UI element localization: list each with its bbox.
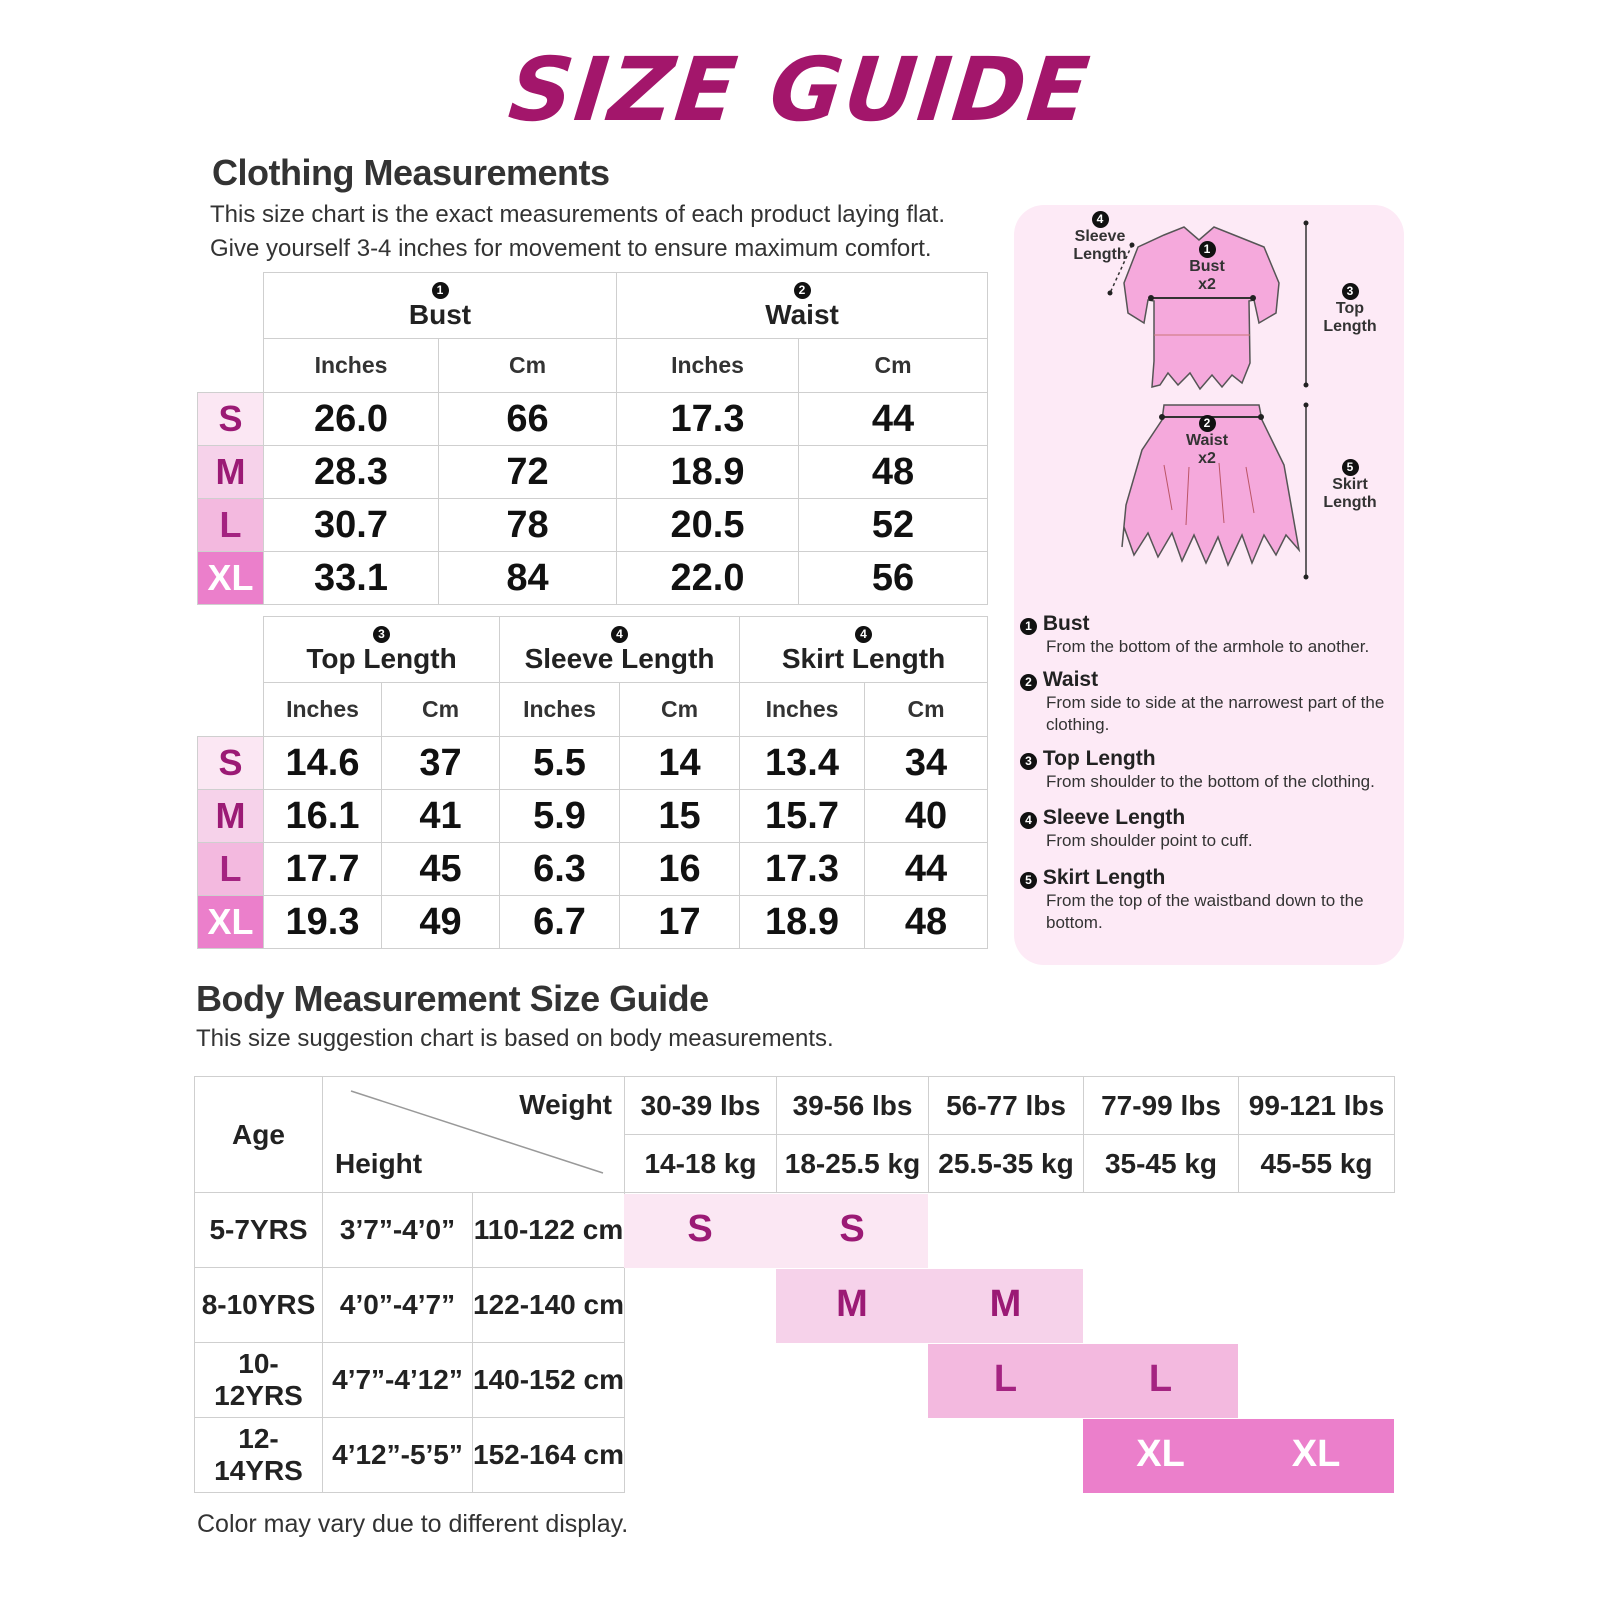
measurement-cell: 6.3 xyxy=(500,843,620,896)
unit-header: Cm xyxy=(865,683,988,737)
size-band-label: XL xyxy=(1291,1433,1341,1475)
unit-header: Inches xyxy=(264,683,382,737)
size-band-label: L xyxy=(1148,1358,1173,1400)
measurement-cell: 48 xyxy=(799,446,988,499)
unit-header: Inches xyxy=(500,683,620,737)
legend-bust-title: Bust xyxy=(1042,612,1090,635)
legend-top-length-icon: 3 xyxy=(1020,753,1037,770)
waist-header xyxy=(617,273,988,339)
measurement-cell: 66 xyxy=(439,393,617,446)
legend-bust-icon: 1 xyxy=(1020,618,1037,635)
body-age-cell: 12-14YRS xyxy=(195,1418,323,1493)
sleeve-number-icon: 4 xyxy=(1092,211,1109,228)
size-band-label: XL xyxy=(1136,1433,1185,1475)
skirt-label-text: Skirt Length xyxy=(1323,476,1377,511)
skirt-diagram-number-icon: 5 xyxy=(1342,459,1359,476)
sleeve-length-header xyxy=(500,617,740,683)
measurement-cell: 14 xyxy=(620,737,740,790)
measurement-cell: 14.6 xyxy=(264,737,382,790)
measurement-cell: 17.3 xyxy=(740,843,865,896)
height-header-label: Height xyxy=(335,1148,423,1179)
body-height-cm-cell: 140-152 cm xyxy=(473,1343,625,1418)
unit-header: Inches xyxy=(617,339,799,393)
unit-header: Inches xyxy=(264,339,439,393)
measurement-cell: 13.4 xyxy=(740,737,865,790)
clothing-subtitle-2: Give yourself 3-4 inches for movement to ensure maximum comfort. xyxy=(210,235,932,262)
waist-number-icon: 2 xyxy=(794,282,811,299)
legend-skirt-length-title: Skirt Length xyxy=(1042,866,1166,889)
weight-kg-cell: 35-45 kg xyxy=(1084,1135,1239,1193)
sleeve-length-number-icon: 4 xyxy=(611,626,628,643)
table-row xyxy=(198,790,988,843)
weight-lbs-cell: 39-56 lbs xyxy=(777,1077,929,1135)
legend-skirt-length xyxy=(1020,866,1400,934)
measurement-cell: 5.9 xyxy=(500,790,620,843)
measurement-cell: 19.3 xyxy=(264,896,382,949)
waist-label-text: Waist xyxy=(1185,432,1229,449)
diagram-bust-label xyxy=(1172,240,1242,294)
size-band-label: S xyxy=(839,1208,865,1250)
diagram-skirt-label xyxy=(1310,458,1390,512)
skirt-length-header xyxy=(740,617,988,683)
weight-lbs-cell: 99-121 lbs xyxy=(1239,1077,1395,1135)
bust-waist-table xyxy=(197,272,988,605)
measurement-cell: 45 xyxy=(382,843,500,896)
bust-header-label: Bust xyxy=(408,298,472,330)
sleeve-length-header-label: Sleeve Length xyxy=(524,642,715,674)
measurement-cell: 16 xyxy=(620,843,740,896)
waist-header-label: Waist xyxy=(765,298,839,330)
top-length-header xyxy=(264,617,500,683)
measurement-cell: 16.1 xyxy=(264,790,382,843)
legend-waist-desc: From side to side at the narrowest part of the clothing. xyxy=(1046,693,1385,734)
measurement-cell: 40 xyxy=(865,790,988,843)
waist-diagram-number-icon: 2 xyxy=(1199,415,1216,432)
table-row xyxy=(198,737,988,790)
skirt-length-header-label: Skirt Length xyxy=(781,642,946,674)
weight-height-header xyxy=(323,1077,625,1193)
size-label: M xyxy=(198,446,264,499)
measurement-cell: 78 xyxy=(439,499,617,552)
weight-kg-cell: 45-55 kg xyxy=(1239,1135,1395,1193)
legend-skirt-length-desc: From the top of the waistband down to the bottom. xyxy=(1046,891,1364,932)
measurement-cell: 41 xyxy=(382,790,500,843)
size-label: L xyxy=(198,499,264,552)
unit-header: Cm xyxy=(799,339,988,393)
legend-waist-title: Waist xyxy=(1042,668,1099,691)
size-label: S xyxy=(198,393,264,446)
measurement-cell: 18.9 xyxy=(617,446,799,499)
measurement-cell: 20.5 xyxy=(617,499,799,552)
body-age-cell: 10-12YRS xyxy=(195,1343,323,1418)
corner-blank xyxy=(198,617,264,683)
measurement-cell: 6.7 xyxy=(500,896,620,949)
bust-label-text: Bust xyxy=(1189,258,1225,275)
table-row xyxy=(195,1268,625,1343)
corner-blank xyxy=(198,683,264,737)
table-row xyxy=(198,446,988,499)
top-length-header-label: Top Length xyxy=(306,642,457,674)
top-length-number-icon: 3 xyxy=(373,626,390,643)
measurement-cell: 56 xyxy=(799,552,988,605)
weight-kg-cell: 18-25.5 kg xyxy=(777,1135,929,1193)
size-label: M xyxy=(198,790,264,843)
size-label: XL xyxy=(198,552,264,605)
size-band-label: S xyxy=(687,1208,713,1250)
table-row xyxy=(198,896,988,949)
legend-top-length xyxy=(1020,747,1400,793)
measurement-cell: 44 xyxy=(865,843,988,896)
measurement-cell: 17.7 xyxy=(264,843,382,896)
table-row xyxy=(195,1343,625,1418)
unit-header: Cm xyxy=(439,339,617,393)
measurement-cell: 15.7 xyxy=(740,790,865,843)
size-band-xl xyxy=(1083,1419,1394,1493)
body-age-height-table xyxy=(194,1076,625,1493)
legend-sleeve-length-desc: From shoulder point to cuff. xyxy=(1046,831,1253,850)
bust-multiplier: x2 xyxy=(1198,276,1216,293)
sleeve-label-text: Sleeve Length xyxy=(1073,228,1127,263)
body-height-ft-cell: 3’7”-4’0” xyxy=(323,1193,473,1268)
measurement-cell: 17.3 xyxy=(617,393,799,446)
measurement-cell: 72 xyxy=(439,446,617,499)
table-row xyxy=(198,843,988,896)
bust-header xyxy=(264,273,617,339)
top-diagram-number-icon: 3 xyxy=(1342,283,1359,300)
body-age-cell: 5-7YRS xyxy=(195,1193,323,1268)
weight-header-label: Weight xyxy=(519,1089,612,1120)
weight-kg-cell: 25.5-35 kg xyxy=(929,1135,1084,1193)
measurement-cell: 18.9 xyxy=(740,896,865,949)
size-band-label: L xyxy=(993,1358,1018,1400)
table-row xyxy=(195,1418,625,1493)
diagram-waist-label xyxy=(1172,414,1242,468)
body-height-ft-cell: 4’12”-5’5” xyxy=(323,1418,473,1493)
corner-blank xyxy=(198,273,264,339)
legend-waist-icon: 2 xyxy=(1020,674,1037,691)
size-band-label: M xyxy=(989,1283,1022,1325)
weight-lbs-cell: 56-77 lbs xyxy=(929,1077,1084,1135)
body-age-cell: 8-10YRS xyxy=(195,1268,323,1343)
weight-header-table xyxy=(624,1076,1395,1193)
body-height-cm-cell: 122-140 cm xyxy=(473,1268,625,1343)
measurement-cell: 48 xyxy=(865,896,988,949)
table-row xyxy=(198,552,988,605)
size-label: XL xyxy=(198,896,264,949)
skirt-length-number-icon: 4 xyxy=(855,626,872,643)
page-title: SIZE GUIDE xyxy=(504,38,1096,141)
legend-skirt-length-icon: 5 xyxy=(1020,872,1037,889)
legend-top-length-title: Top Length xyxy=(1042,747,1156,770)
measurement-cell: 5.5 xyxy=(500,737,620,790)
weight-kg-cell: 14-18 kg xyxy=(625,1135,777,1193)
size-band-s xyxy=(624,1194,928,1268)
weight-lbs-cell: 30-39 lbs xyxy=(625,1077,777,1135)
age-header: Age xyxy=(195,1077,323,1193)
body-subtitle: This size suggestion chart is based on body measurements. xyxy=(196,1025,834,1052)
legend-sleeve-length xyxy=(1020,806,1400,852)
top-label-text: Top Length xyxy=(1323,300,1377,335)
table-row xyxy=(195,1193,625,1268)
body-height-cm-cell: 110-122 cm xyxy=(473,1193,625,1268)
measurement-cell: 52 xyxy=(799,499,988,552)
body-heading: Body Measurement Size Guide xyxy=(196,978,709,1019)
waist-multiplier: x2 xyxy=(1198,450,1216,467)
measurement-cell: 15 xyxy=(620,790,740,843)
measurement-cell: 34 xyxy=(865,737,988,790)
size-band-l xyxy=(928,1344,1238,1418)
clothing-heading: Clothing Measurements xyxy=(212,152,610,193)
size-band-m xyxy=(776,1269,1083,1343)
body-height-cm-cell: 152-164 cm xyxy=(473,1418,625,1493)
color-note: Color may vary due to different display. xyxy=(197,1510,629,1538)
bust-number-icon: 1 xyxy=(432,282,449,299)
legend-bust xyxy=(1020,612,1400,658)
measurement-cell: 26.0 xyxy=(264,393,439,446)
bust-diagram-number-icon: 1 xyxy=(1199,241,1216,258)
corner-blank xyxy=(198,339,264,393)
size-label: L xyxy=(198,843,264,896)
legend-top-length-desc: From shoulder to the bottom of the clothing. xyxy=(1046,772,1375,791)
unit-header: Cm xyxy=(382,683,500,737)
measurement-cell: 44 xyxy=(799,393,988,446)
size-band-label: M xyxy=(836,1283,868,1325)
measurement-cell: 30.7 xyxy=(264,499,439,552)
legend-bust-desc: From the bottom of the armhole to another. xyxy=(1046,637,1370,656)
legend-sleeve-length-icon: 4 xyxy=(1020,812,1037,829)
measurement-cell: 28.3 xyxy=(264,446,439,499)
measurement-cell: 17 xyxy=(620,896,740,949)
table-row xyxy=(198,499,988,552)
legend-waist xyxy=(1020,668,1400,736)
diagram-sleeve-label xyxy=(1050,210,1150,264)
measurement-cell: 49 xyxy=(382,896,500,949)
length-table xyxy=(197,616,988,949)
measurement-cell: 22.0 xyxy=(617,552,799,605)
table-row xyxy=(198,393,988,446)
body-height-ft-cell: 4’7”-4’12” xyxy=(323,1343,473,1418)
unit-header: Inches xyxy=(740,683,865,737)
diagram-top-label xyxy=(1310,282,1390,336)
measurement-cell: 33.1 xyxy=(264,552,439,605)
body-height-ft-cell: 4’0”-4’7” xyxy=(323,1268,473,1343)
legend-sleeve-length-title: Sleeve Length xyxy=(1042,806,1186,829)
size-label: S xyxy=(198,737,264,790)
weight-lbs-cell: 77-99 lbs xyxy=(1084,1077,1239,1135)
unit-header: Cm xyxy=(620,683,740,737)
clothing-subtitle-1: This size chart is the exact measurements of each product laying flat. xyxy=(210,201,946,228)
measurement-cell: 84 xyxy=(439,552,617,605)
measurement-cell: 37 xyxy=(382,737,500,790)
